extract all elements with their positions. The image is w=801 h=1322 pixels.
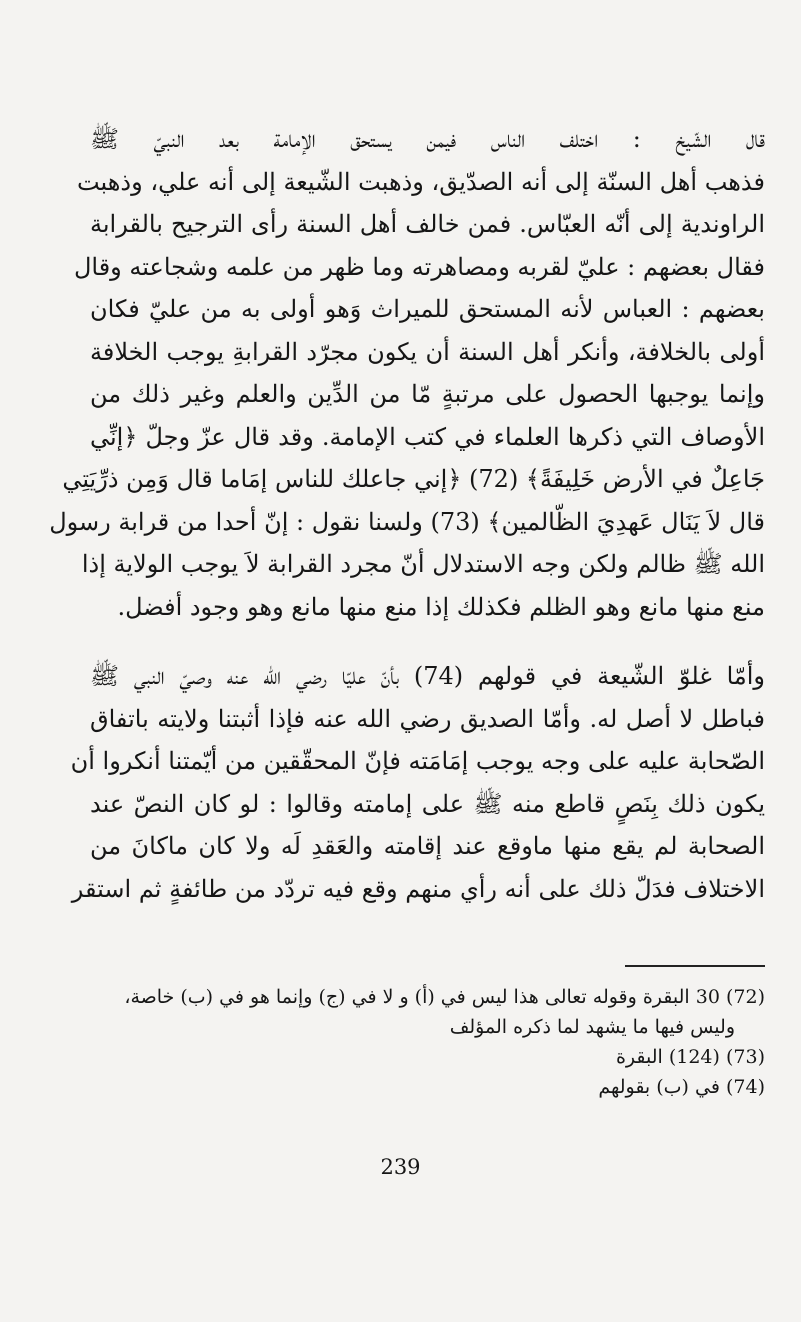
text-line: الراوندية إلى أنّه العبّاس. فمن خالف أهل السنة رأى الترجيح بالقرابة [90,210,766,238]
text-line: فذهب أهل السنّة إلى أنه الصدّيق، وذهبت الشّيعة إلى أنه علي، وذهبت [76,167,765,196]
text-line: الأوصاف التي ذكرها العلماء في كتب الإمامة. وقد قال عزّ وجلّ ﴿إنِّي [90,422,765,451]
text-line: قال الشّيخ : اختلف الناس فيمن يستحق الإمامة بعد النبيّ ﷺ [90,125,766,153]
text-line: أولى بالخلافة، وأنكر أهل السنة أن يكون مجرّد القرابةِ يوجب الخلافة [90,337,766,366]
footnote-72: (72) 30 البقرة وقوله تعالى هذا ليس في (أ) و لا في (ج) وإنما هو في (ب) خاصة، [124,986,765,1008]
text-line: فباطل لا أصل له. وأمّا الصديق رضي الله عنه فإذا أثبتنا ولايته باتفاق [90,704,765,733]
text-line: وإنما يوجبها الحصول على مرتبةٍ مّا من الدِّين والعلم وغير ذلك من [90,380,765,408]
text-line: جَاعِلٌ في الأرض خَلِيفَةً﴾ (72) ﴿إني جاعلك للناس إمَاما قال وَمِن ذرِّيَتِي [62,465,765,493]
text-line: وأمّا غلوّ الشّيعة في قولهم (74) بأنّ عليّا رضي الله عنه وصيّ النبي ﷺ [90,662,765,690]
text-line: فقال بعضهم : عليّ لقربه ومصاهرته وما ظهر من علمه وشجاعته وقال [73,252,765,281]
text-line: قال لاَ يَنَال عَهدِيَ الظّالمين﴾ (73) ولسنا نقول : إنّ أحدا من قرابة رسول [49,507,765,536]
footnote-divider [625,965,765,967]
text-line: الصحابة لم يقع منها ماوقع عند إقامته والعَقدِ لَه ولا كان ماكانَ من [90,832,765,860]
text-line: يكون ذلك بِنَصٍ قاطع منه ﷺ على إمامته وقالوا : لو كان النصّ عند [90,789,765,818]
body-paragraph-1 [49,118,766,628]
footnote-72-continuation: وليس فيها ما يشهد لما ذكره المؤلف [449,1016,735,1038]
footnote-73: (73) (124) البقرة [615,1046,765,1068]
text-line: بعضهم : العباس لأنه المستحق للميراث وَهو أولى به من عليّ فكان [90,295,765,323]
text-line: الصّحابة عليه على وجه يوجب إمَامَته فإنّ المحقّقين من أيّمتنا أنكروا أن [70,747,765,775]
footnotes [100,982,765,1102]
footnote-74: (74) في (ب) بقولهم [598,1076,765,1098]
text-line: منع منها مانع وهو الظلم فكذلك إذا منع منها مانع وهو وجود أفضل. [117,592,765,621]
text-line: الله ﷺ ظالم ولكن وجه الاستدلال أنّ مجرد القرابة لاَ يوجب الولاية إذا [81,550,765,578]
page-number: 239 [380,1155,421,1179]
body-paragraph-2 [70,655,765,910]
text-line: الاختلاف فدَلّ ذلك على أنه رأي منهم وقع فيه تردّد من طائفةٍ ثم استقر [71,874,765,903]
